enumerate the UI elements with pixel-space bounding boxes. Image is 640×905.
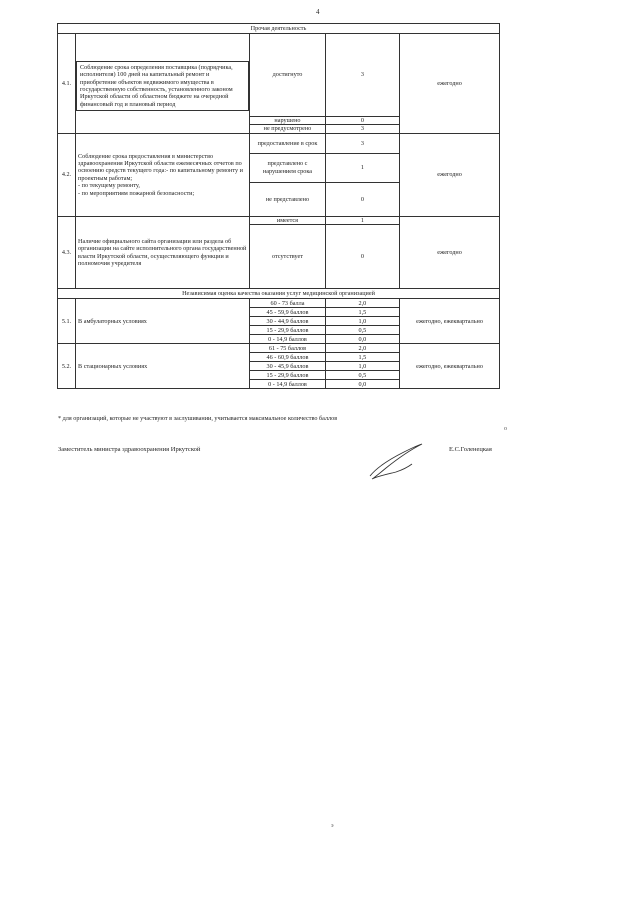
row-number: 5.2. (58, 344, 76, 389)
grade-points: 0,5 (325, 371, 399, 380)
grade-points: 2,0 (325, 299, 399, 308)
table-row (58, 344, 500, 353)
table-row (58, 133, 500, 153)
criterion-name (76, 133, 250, 216)
points-value: 3 (325, 34, 399, 117)
points-value: 0 (325, 225, 399, 289)
grade-range: 60 - 73 балла (250, 299, 325, 308)
footnote: * для организаций, которые не участвуют в заслушивании, учитывается максимальное количество баллов (58, 415, 338, 422)
grade-points: 0,5 (325, 326, 399, 335)
margin-mark: э (331, 823, 334, 829)
grade-range: 46 - 60,9 баллов (250, 353, 325, 362)
handwritten-signature (366, 440, 426, 482)
points-value: 3 (325, 133, 399, 153)
grade-points: 0,0 (325, 380, 399, 389)
grade-range: 15 - 29,9 баллов (250, 326, 325, 335)
criterion-name-line: - по текущему ремонту, (78, 182, 140, 190)
grade-points: 1,0 (325, 317, 399, 326)
margin-mark: о (504, 426, 507, 432)
table-row (58, 34, 500, 117)
criterion-name: В стационарных условиях (76, 344, 250, 389)
section-header-independent (58, 289, 500, 299)
criterion-value: предоставление в срок (250, 133, 325, 153)
points-value: 3 (325, 125, 399, 133)
signer-title: Заместитель министра здравоохранения Иркутской (58, 446, 201, 453)
page-number: 4 (316, 8, 320, 16)
period-value: ежегодно, ежеквартально (400, 344, 500, 389)
table-row (58, 216, 500, 224)
grade-points: 1,5 (325, 353, 399, 362)
criterion-name-line: Соблюдение срока предоставления в министерство здравоохранения Иркутской области ежемесячных отчетов по освоению средств текущего года:- по капитальному ремонту и проектным работам; (78, 152, 243, 182)
section-header-other (58, 24, 500, 34)
criterion-value: не предусмотрено (250, 125, 325, 133)
period-value: ежегодно (400, 133, 500, 216)
criteria-table (57, 23, 500, 389)
grade-range: 30 - 44,9 баллов (250, 317, 325, 326)
points-value: 0 (325, 117, 399, 125)
grade-range: 0 - 14,9 баллов (250, 380, 325, 389)
criterion-value: не представлено (250, 182, 325, 216)
section-title: Независимая оценка качества оказания услуг медицинской организацией (58, 289, 500, 299)
grade-range: 15 - 29,9 баллов (250, 371, 325, 380)
row-number: 5.1. (58, 299, 76, 344)
period-value: ежегодно, ежеквартально (400, 299, 500, 344)
period-value: ежегодно (400, 216, 500, 288)
signer-name: Е.С.Голенецкая (449, 446, 492, 453)
points-value: 1 (325, 216, 399, 224)
row-number: 4.2. (58, 133, 76, 216)
row-number: 4.3. (58, 216, 76, 288)
criterion-name: Наличие официального сайта организации или раздела об организации на сайте исполнительного органа государственной власти Иркутской области, осуществляющего функции и полномочия учредителя (76, 216, 250, 288)
grade-range: 0 - 14,9 баллов (250, 335, 325, 344)
criterion-value: представлено с нарушением срока (250, 153, 325, 182)
criterion-value: нарушено (250, 117, 325, 125)
period-value: ежегодно (400, 34, 500, 134)
criterion-name: В амбулаторных условиях (76, 299, 250, 344)
criterion-name (76, 34, 250, 134)
criterion-value: отсутствует (250, 225, 325, 289)
grade-points: 0,0 (325, 335, 399, 344)
grade-range: 61 - 75 баллов (250, 344, 325, 353)
grade-points: 1,5 (325, 308, 399, 317)
table-row (58, 299, 500, 308)
points-value: 0 (325, 182, 399, 216)
criterion-name-line: - по мероприятиям пожарной безопасности; (78, 189, 195, 197)
grade-range: 45 - 59,9 баллов (250, 308, 325, 317)
criterion-value: имеется (250, 216, 325, 224)
grade-points: 2,0 (325, 344, 399, 353)
points-value: 1 (325, 153, 399, 182)
grade-range: 30 - 45,9 баллов (250, 362, 325, 371)
criterion-name-text: Соблюдение срока определения поставщика (подрядчика, исполнителя) 100 дней на капитальный ремонт и приобретение объектов недвижимого имущества в государственную собственность, установленного законом Иркутской области об областном бюджете на очередной финансовый год и плановый период (76, 61, 249, 112)
section-title: Прочая деятельность (58, 24, 500, 34)
grade-points: 1,0 (325, 362, 399, 371)
row-number: 4.1. (58, 34, 76, 134)
criterion-value: достигнуто (250, 34, 325, 117)
